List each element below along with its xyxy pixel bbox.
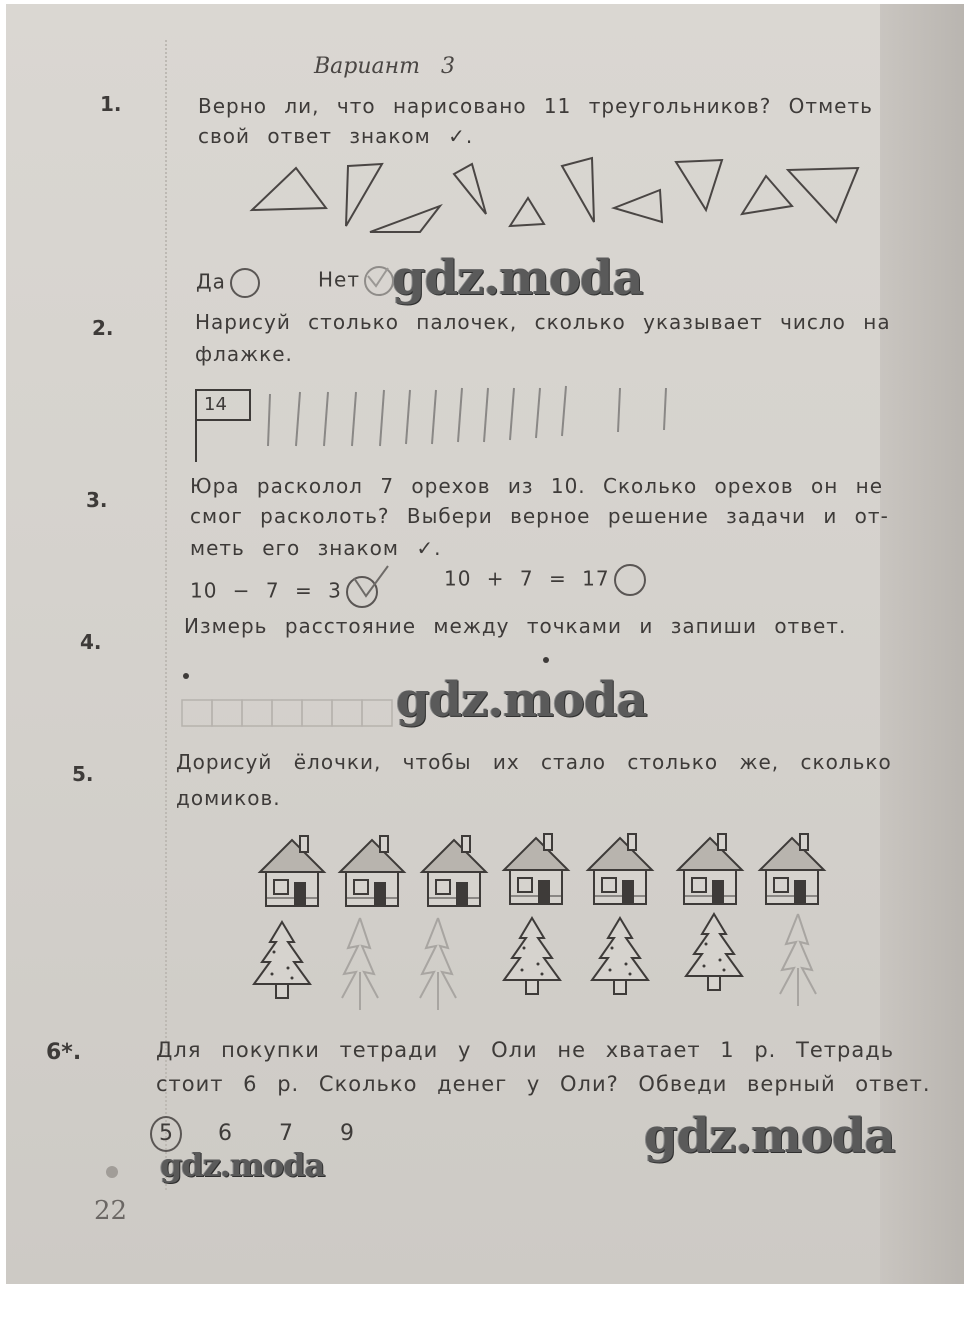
- option-no-label: Нет: [318, 267, 360, 292]
- task-1-number: 1.: [100, 92, 122, 116]
- task-6-number: 6*.: [46, 1040, 82, 1065]
- task-5-number: 5.: [72, 762, 94, 786]
- answer-6[interactable]: 6: [218, 1121, 232, 1146]
- task-1-text-line1: Верно ли, что нарисовано 11 треугольников? Отметь: [198, 94, 873, 118]
- tree-printed-3: [592, 918, 648, 994]
- answer-7[interactable]: 7: [279, 1121, 293, 1146]
- triangle-10: [788, 168, 858, 222]
- dot-mark: [106, 1166, 118, 1178]
- point-a: [183, 673, 189, 679]
- flag-cloth: [196, 390, 250, 420]
- task-2-text-line2: флажке.: [195, 342, 293, 366]
- trees-row: [254, 914, 816, 1010]
- watermark-3: gdz.moda: [644, 1108, 895, 1164]
- task-1-text-line2: свой ответ знаком ✓.: [198, 124, 474, 148]
- triangle-4: [454, 164, 486, 214]
- triangle-6: [562, 158, 594, 222]
- tree-printed-2: [504, 918, 560, 994]
- house-1: [260, 836, 324, 906]
- triangle-9: [742, 176, 792, 214]
- answer-9[interactable]: 9: [340, 1121, 354, 1146]
- watermark-4: gdz.moda: [160, 1146, 325, 1184]
- task-6-text-line1: Для покупки тетради у Оли не хватает 1 р. Тетрадь: [156, 1038, 895, 1062]
- task-2-text-line1: Нарисуй столько палочек, сколько указывает число на: [195, 310, 891, 334]
- task-5-text-line2: домиков.: [176, 786, 281, 810]
- task-4-number: 4.: [80, 630, 102, 654]
- tree-printed-4: [686, 914, 742, 990]
- task-4-text-line1: Измерь расстояние между точками и запиши ответ.: [184, 614, 847, 638]
- task-3-text-line1: Юра расколол 7 орехов из 10. Сколько орехов он не: [190, 474, 884, 498]
- task-3-number: 3.: [86, 488, 108, 512]
- task-3-text-line2: смог расколоть? Выбери верное решение задачи и от-: [190, 504, 889, 528]
- triangle-8: [676, 160, 722, 210]
- check-mark-equation: [354, 566, 388, 596]
- house-4: [504, 834, 568, 904]
- house-5: [588, 834, 652, 904]
- house-2: [340, 836, 404, 906]
- point-b: [543, 657, 549, 663]
- task-2-number: 2.: [92, 316, 114, 340]
- answer-cells: [182, 700, 392, 726]
- tree-drawn-2: [420, 918, 456, 1010]
- triangle-2: [346, 164, 382, 226]
- equation-2: 10 + 7 = 17: [444, 566, 610, 591]
- check-mark-no: [368, 268, 388, 286]
- option-yes-label: Да: [196, 269, 226, 294]
- task-5-text-line1: Дорисуй ёлочки, чтобы их стало столько же, сколько: [176, 750, 892, 774]
- tree-printed-1: [254, 922, 310, 998]
- houses-row: [260, 834, 824, 906]
- drawn-sticks: [268, 386, 666, 446]
- watermark-1: gdz.moda: [392, 250, 643, 306]
- triangles-group: [252, 158, 858, 232]
- watermark-2: gdz.moda: [396, 672, 647, 728]
- triangle-1: [252, 168, 326, 210]
- house-3: [422, 836, 486, 906]
- task-6-text-line2: стоит 6 р. Сколько денег у Оли? Обведи верный ответ.: [156, 1072, 931, 1096]
- house-6: [678, 834, 742, 904]
- tree-drawn-1: [342, 918, 378, 1010]
- variant-title: Вариант 3: [314, 54, 455, 79]
- task-3-text-line3: меть его знаком ✓.: [190, 536, 442, 560]
- answer-5-circled[interactable]: 5: [150, 1116, 182, 1152]
- equation-1: 10 − 7 = 3: [190, 578, 342, 603]
- tree-drawn-3: [780, 914, 816, 1006]
- flag-number: 14: [204, 394, 227, 415]
- flag-icon: [196, 390, 250, 462]
- triangle-5: [510, 198, 544, 226]
- triangle-3: [370, 206, 440, 232]
- triangle-7: [614, 190, 662, 222]
- page-number: 22: [94, 1196, 128, 1226]
- house-7: [760, 834, 824, 904]
